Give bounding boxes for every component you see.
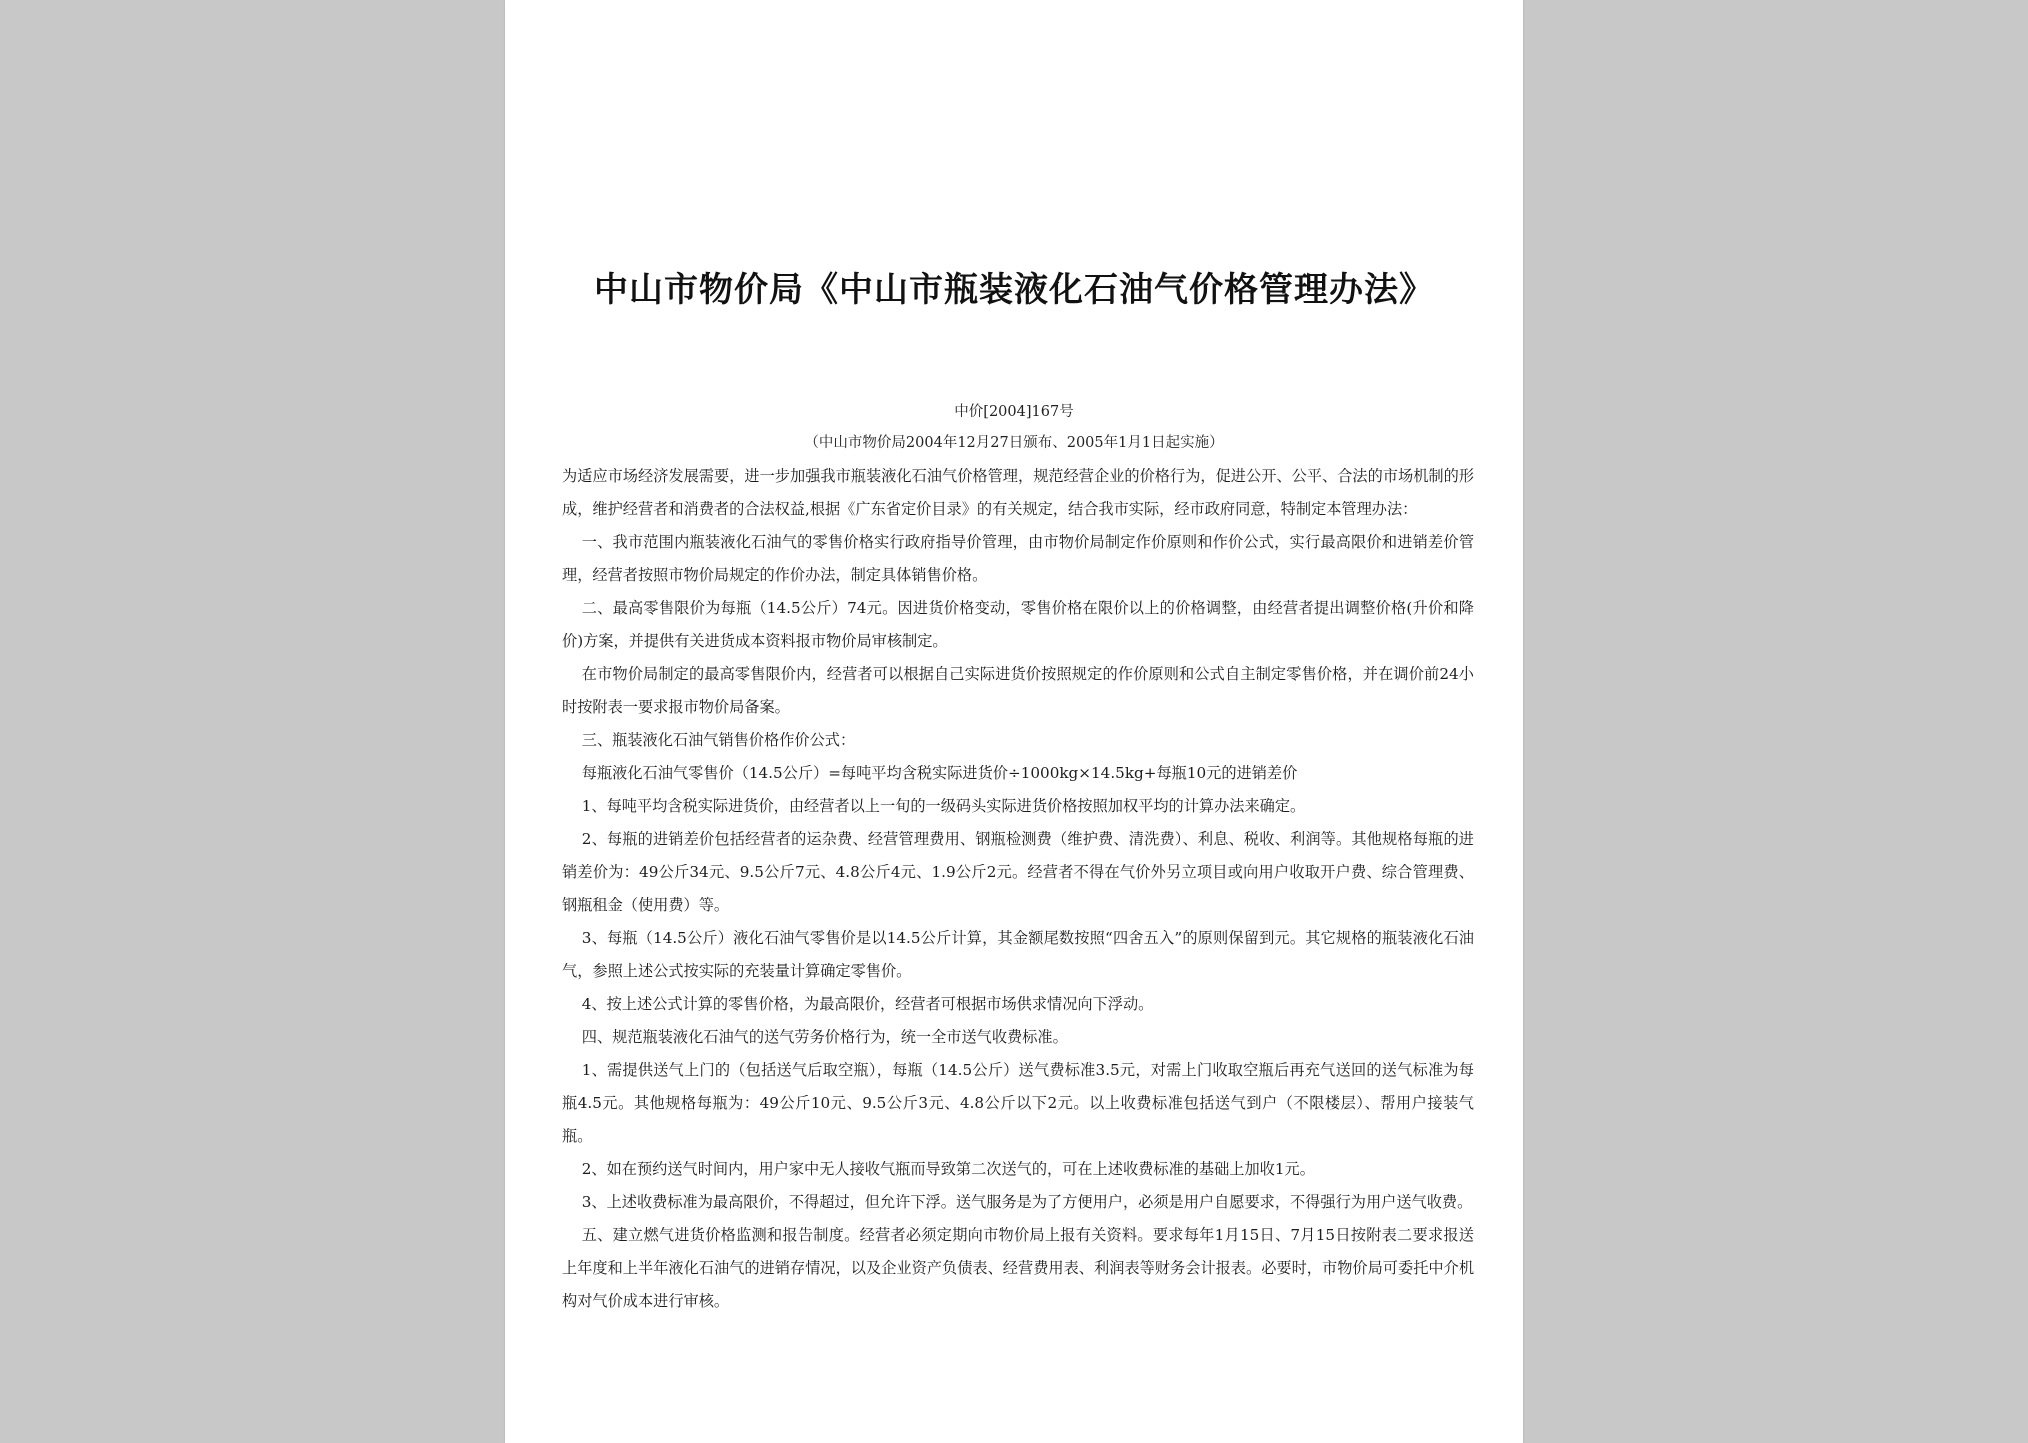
paragraph-section-5: 五、建立燃气进货价格监测和报告制度。经营者必须定期向市物价局上报有关资料。要求每年1月15日、7月15日按附表二要求报送上年度和上半年液化石油气的进销存情况，以及企业资产负债表、经营费用表、利润表等财务会计报表。必要时，市物价局可委托中介机构对气价成本进行审核。 <box>562 1226 1474 1310</box>
paragraph-filing: 在市物价局制定的最高零售限价内，经营者可以根据自己实际进货价按照规定的作价原则和公式自主制定零售价格，并在调价前24小时按附表一要求报市物价局备案。 <box>562 665 1474 716</box>
paragraph-section-1: 一、我市范围内瓶装液化石油气的零售价格实行政府指导价管理，由市物价局制定作价原则和作价公式，实行最高限价和进销差价管理，经营者按照市物价局规定的作价办法，制定具体销售价格。 <box>562 533 1474 584</box>
paragraph-section-3: 三、瓶装液化石油气销售价格作价公式： <box>581 731 856 749</box>
document-body <box>562 460 1474 1318</box>
paragraph-item-3-2: 2、每瓶的进销差价包括经营者的运杂费、经营管理费用、钢瓶检测费（维护费、清洗费）、利息、税收、利润等。其他规格每瓶的进销差价为：49公斤34元、9.5公斤7元、4.8公斤4元、1.9公斤2元。经营者不得在气价外另立项目或向用户收取开户费、综合管理费、钢瓶租金（使用费）等。 <box>562 830 1474 914</box>
paragraph-item-4-2: 2、如在预约送气时间内，用户家中无人接收气瓶而导致第二次送气的，可在上述收费标准的基础上加收1元。 <box>581 1160 1315 1178</box>
paragraph-item-3-1: 1、每吨平均含税实际进货价，由经营者以上一旬的一级码头实际进货价格按照加权平均的计算办法来确定。 <box>581 797 1306 815</box>
paragraph-item-4-3: 3、上述收费标准为最高限价，不得超过，但允许下浮。送气服务是为了方便用户，必须是用户自愿要求，不得强行为用户送气收费。 <box>581 1193 1473 1211</box>
document-title: 中山市物价局《中山市瓶装液化石油气价格管理办法》 <box>594 270 1434 310</box>
paragraph-item-4-1: 1、需提供送气上门的（包括送气后取空瓶），每瓶（14.5公斤）送气费标准3.5元，对需上门收取空瓶后再充气送回的送气标准为每瓶4.5元。其他规格每瓶为：49公斤10元、9.5公斤3元、4.8公斤以下2元。以上收费标准包括送气到户（不限楼层）、帮用户接装气瓶。 <box>562 1061 1474 1145</box>
paragraph-section-2: 二、最高零售限价为每瓶（14.5公斤）74元。因进货价格变动，零售价格在限价以上的价格调整，由经营者提出调整价格(升价和降价)方案，并提供有关进货成本资料报市物价局审核制定。 <box>562 599 1474 650</box>
paragraph-section-4: 四、规范瓶装液化石油气的送气劳务价格行为，统一全市送气收费标准。 <box>581 1028 1068 1046</box>
paragraph-item-3-4: 4、按上述公式计算的零售价格，为最高限价，经营者可根据市场供求情况向下浮动。 <box>581 995 1154 1013</box>
issue-date-note: （中山市物价局2004年12月27日颁布、2005年1月1日起实施） <box>804 435 1224 451</box>
paragraph-intro: 为适应市场经济发展需要，进一步加强我市瓶装液化石油气价格管理，规范经营企业的价格行为，促进公开、公平、合法的市场机制的形成，维护经营者和消费者的合法权益,根据《广东省定价目录》的有关规定，结合我市实际，经市政府同意，特制定本管理办法： <box>562 467 1474 518</box>
paragraph-formula: 每瓶液化石油气零售价（14.5公斤）=每吨平均含税实际进货价÷1000kg×14.5kg+每瓶10元的进销差价 <box>581 764 1298 782</box>
paragraph-item-3-3: 3、每瓶（14.5公斤）液化石油气零售价是以14.5公斤计算，其金额尾数按照“四舍五入”的原则保留到元。其它规格的瓶装液化石油气，参照上述公式按实际的充装量计算确定零售价。 <box>562 929 1474 980</box>
document-page <box>505 0 1523 1443</box>
document-number: 中价[2004]167号 <box>954 404 1074 420</box>
